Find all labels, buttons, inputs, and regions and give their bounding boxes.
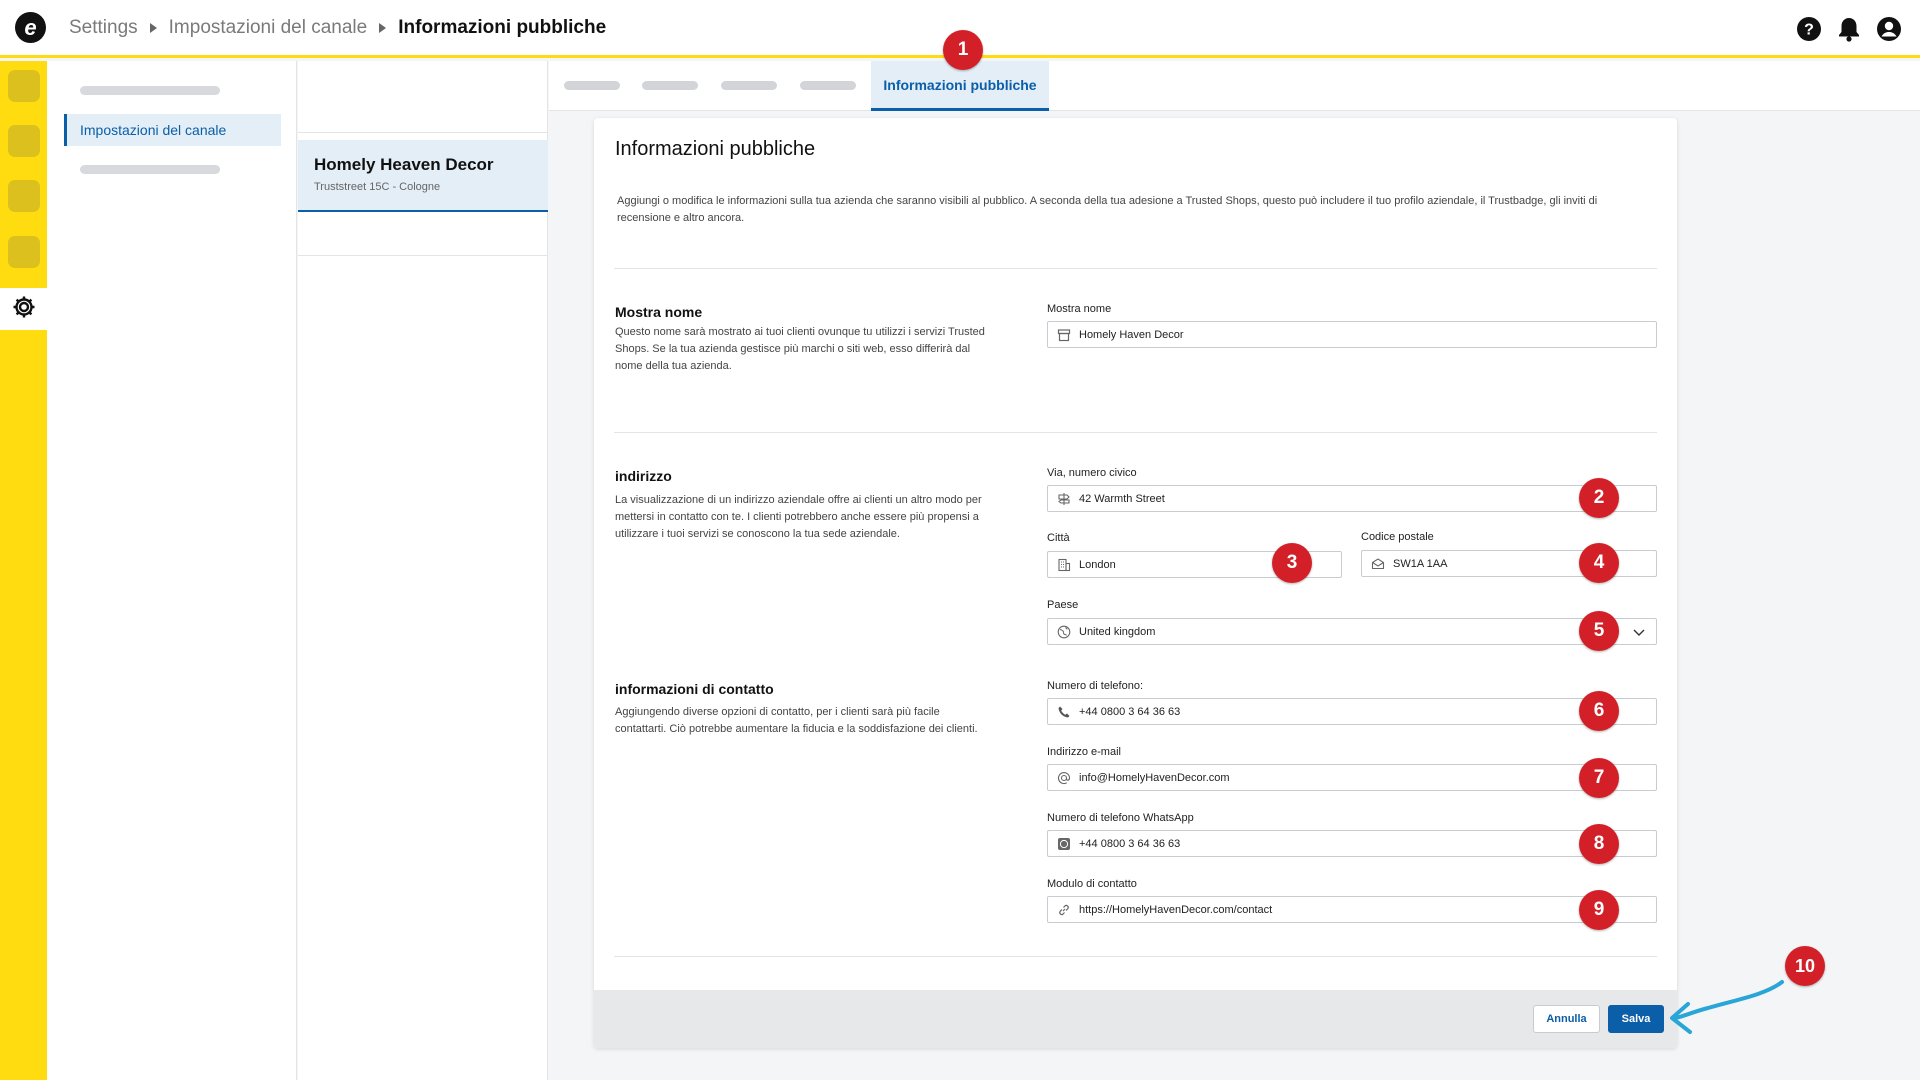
nav-item-4[interactable] <box>8 236 40 268</box>
breadcrumb-channel-settings[interactable]: Impostazioni del canale <box>168 16 368 38</box>
section-title-address: indirizzo <box>615 468 672 484</box>
tab-bar <box>549 61 1920 111</box>
annotation-marker: 5 <box>1579 611 1619 651</box>
signpost-icon <box>1057 492 1071 506</box>
channel-address: Truststreet 15C - Cologne <box>314 181 441 193</box>
phone-icon <box>1057 705 1071 719</box>
globe-icon <box>1057 625 1071 639</box>
section-text-contact: Aggiungendo diverse opzioni di contatto, per i clienti sarà più facile contattarti. Ciò potrebbe aumentare la fiducia e la soddisfazione dei clienti. <box>615 706 978 735</box>
breadcrumb-settings[interactable]: Settings <box>69 16 138 38</box>
annotation-marker: 9 <box>1579 890 1619 930</box>
gear-icon <box>11 294 37 325</box>
tab-public-info[interactable]: Informazioni pubbliche <box>871 61 1049 111</box>
whatsapp-label: Numero di telefono WhatsApp <box>1047 812 1194 824</box>
country-select[interactable] <box>1047 618 1657 645</box>
email-label: Indirizzo e-mail <box>1047 746 1121 758</box>
subnav-item-channel-settings[interactable] <box>64 114 281 146</box>
city-label: Città <box>1047 532 1070 544</box>
divider <box>614 956 1657 957</box>
chevron-down-icon[interactable] <box>1632 625 1646 642</box>
street-value: 42 Warmth Street <box>1079 492 1165 505</box>
mailbox-icon <box>1371 557 1385 571</box>
settings-subnav <box>47 61 297 1080</box>
breadcrumb-separator-icon <box>150 23 157 33</box>
link-icon <box>1057 903 1071 917</box>
section-title-contact: informazioni di contatto <box>615 681 774 697</box>
email-input[interactable] <box>1047 764 1657 791</box>
form-footer <box>594 990 1677 1048</box>
cancel-button[interactable]: Annulla <box>1533 1005 1600 1033</box>
phone-input[interactable] <box>1047 698 1657 725</box>
whatsapp-value: +44 0800 3 64 36 63 <box>1079 837 1181 850</box>
svg-text:?: ? <box>1804 21 1814 39</box>
divider <box>614 432 1657 433</box>
email-value: info@HomelyHavenDecor.com <box>1079 771 1230 784</box>
breadcrumb-current: Informazioni pubbliche <box>398 16 607 38</box>
tab-placeholder[interactable] <box>800 81 856 90</box>
channel-card[interactable] <box>298 140 548 212</box>
contact-form-value: https://HomelyHavenDecor.com/contact <box>1079 903 1273 916</box>
user-account-icon[interactable] <box>1876 16 1902 42</box>
nav-settings[interactable] <box>0 288 47 330</box>
display-name-value: Homely Haven Decor <box>1079 328 1184 341</box>
phone-label: Numero di telefono: <box>1047 680 1143 692</box>
postal-code-label: Codice postale <box>1361 531 1434 543</box>
display-name-label: Mostra nome <box>1047 303 1112 315</box>
logo-icon[interactable]: e <box>15 12 46 43</box>
divider <box>298 255 548 256</box>
nav-item-1[interactable] <box>8 70 40 102</box>
channel-name: Homely Heaven Decor <box>314 155 494 174</box>
main-nav-rail <box>0 61 47 1080</box>
country-label: Paese <box>1047 599 1079 611</box>
nav-item-3[interactable] <box>8 180 40 212</box>
notification-bell-icon[interactable] <box>1836 16 1862 42</box>
channel-list <box>298 61 548 1080</box>
whatsapp-icon <box>1057 837 1071 851</box>
whatsapp-input[interactable] <box>1047 830 1657 857</box>
breadcrumb <box>69 17 606 39</box>
phone-value: +44 0800 3 64 36 63 <box>1079 705 1181 718</box>
annotation-marker: 7 <box>1579 758 1619 798</box>
save-button[interactable]: Salva <box>1608 1005 1664 1033</box>
annotation-marker: 10 <box>1785 946 1825 986</box>
annotation-marker: 1 <box>943 30 983 70</box>
breadcrumb-separator-icon <box>379 23 386 33</box>
page-title: Informazioni pubbliche <box>615 138 816 160</box>
subnav-item-label: Impostazioni del canale <box>80 122 227 138</box>
divider <box>298 132 548 133</box>
at-sign-icon <box>1057 771 1071 785</box>
street-label: Via, numero civico <box>1047 467 1137 479</box>
annotation-marker: 4 <box>1579 543 1619 583</box>
help-icon[interactable] <box>1796 16 1822 42</box>
contact-form-label: Modulo di contatto <box>1047 878 1137 890</box>
page-description: Aggiungi o modifica le informazioni sulla tua azienda che saranno visibili al pubblico. A seconda della tua adesione a Trusted Shops, questo può includere il tuo profilo aziendale, il Trustbadge, gli inviti di recensione e altro ancora. <box>617 195 1598 224</box>
annotation-marker: 6 <box>1579 691 1619 731</box>
placeholder-bar <box>80 86 220 95</box>
section-title-display-name: Mostra nome <box>615 304 703 320</box>
section-text-address: La visualizzazione di un indirizzo aziendale offre ai clienti un altro modo per mettersi in contatto con te. I clienti potrebbero anche essere più propensi a utilizzare i tuoi servizi se conoscono la tua sede aziendale. <box>615 494 982 540</box>
annotation-marker: 2 <box>1579 478 1619 518</box>
placeholder-bar <box>80 165 220 174</box>
building-icon <box>1057 558 1071 572</box>
street-input[interactable] <box>1047 485 1657 512</box>
public-info-card <box>594 118 1677 1048</box>
tab-placeholder[interactable] <box>564 81 620 90</box>
store-icon <box>1057 328 1071 342</box>
tab-placeholder[interactable] <box>721 81 777 90</box>
city-value: London <box>1079 558 1116 571</box>
annotation-marker: 3 <box>1272 543 1312 583</box>
display-name-input[interactable] <box>1047 321 1657 348</box>
contact-form-input[interactable] <box>1047 896 1657 923</box>
nav-item-2[interactable] <box>8 125 40 157</box>
divider <box>614 268 1657 269</box>
annotation-arrow-icon <box>1660 970 1790 1040</box>
postal-code-value: SW1A 1AA <box>1393 557 1448 570</box>
country-value: United kingdom <box>1079 625 1156 638</box>
tab-placeholder[interactable] <box>642 81 698 90</box>
section-text-display-name: Questo nome sarà mostrato ai tuoi clienti ovunque tu utilizzi i servizi Trusted Shops. Se la tua azienda gestisce più marchi o siti web, esso differirà dal nome della tua azienda. <box>615 326 985 372</box>
annotation-marker: 8 <box>1579 824 1619 864</box>
